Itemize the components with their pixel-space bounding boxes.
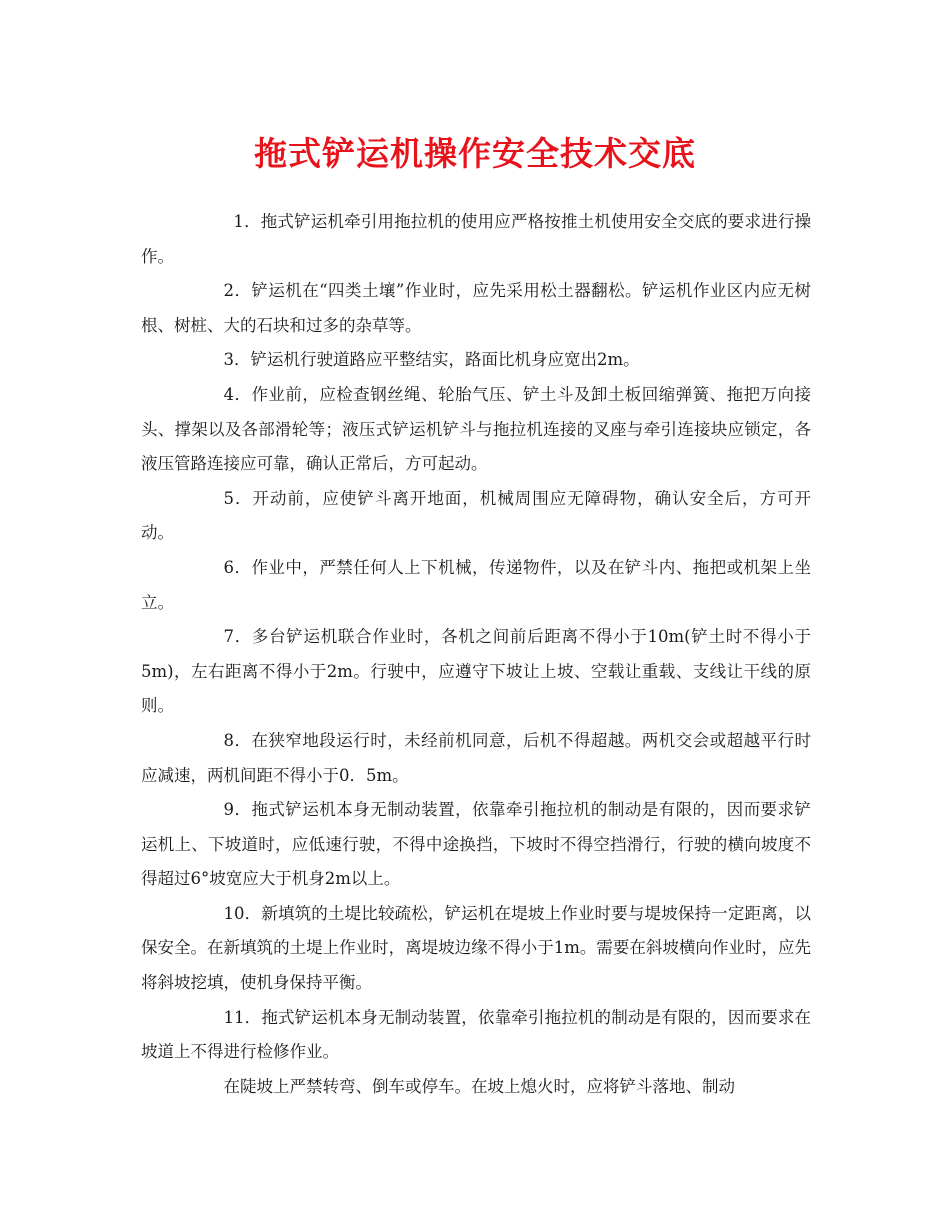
- paragraph-5: 5．开动前，应使铲斗离开地面，机械周围应无障碍物，确认安全后，方可开动。: [141, 488, 811, 543]
- paragraph-4: 4．作业前，应检查钢丝绳、轮胎气压、铲土斗及卸土板回缩弹簧、拖把万向接头、撑架以及各部滑轮等；液压式铲运机铲斗与拖拉机连接的叉座与牵引连接块应锁定，各液压管路连接应可靠，确认正常后，方可起动。: [141, 384, 811, 474]
- paragraph-10: 10．新填筑的土堤比较疏松，铲运机在堤坡上作业时要与堤坡保持一定距离，以保安全。在新填筑的土堤上作业时，离堤坡边缘不得小于1m。需要在斜坡横向作业时，应先将斜坡挖填，使机身保持平衡。: [141, 903, 811, 993]
- paragraph-3: 3．铲运机行驶道路应平整结实，路面比机身应宽出2m。: [223, 350, 640, 370]
- paragraph-1: 1．拖式铲运机牵引用拖拉机的使用应严格按推土机使用安全交底的要求进行操作。: [141, 212, 811, 266]
- paragraph-8: 8．在狭窄地段运行时，未经前机同意，后机不得超越。两机交会或超越平行时应减速，两机间距不得小于0．5m。: [141, 730, 811, 785]
- paragraph-2: 2．铲运机在“四类土壤”作业时，应先采用松土器翻松。铲运机作业区内应无树根、树桩、大的石块和过多的杂草等。: [141, 281, 811, 335]
- paragraph-11: 11．拖式铲运机本身无制动装置，依靠牵引拖拉机的制动是有限的，因而要求在坡道上不得进行检修作业。: [141, 1007, 811, 1062]
- paragraph-6: 6．作业中，严禁任何人上下机械，传递物件，以及在铲斗内、拖把或机架上坐立。: [141, 557, 811, 612]
- paragraph-9: 9．拖式铲运机本身无制动装置，依靠牵引拖拉机的制动是有限的，因而要求铲运机上、下坡道时，应低速行驶，不得中途换挡，下坡时不得空挡滑行，行驶的横向坡度不得超过6°坡宽应大于机身2m以上。: [141, 800, 811, 889]
- document-title: 拖式铲运机操作安全技术交底: [254, 134, 696, 173]
- paragraph-12: 在陡坡上严禁转弯、倒车或停车。在坡上熄火时，应将铲斗落地、制动: [223, 1076, 735, 1096]
- document-body: [141, 205, 811, 1104]
- paragraph-7: 7．多台铲运机联合作业时，各机之间前后距离不得小于10m(铲土时不得小于5m)，左右距离不得小于2m。行驶中，应遵守下坡让上坡、空载让重载、支线让干线的原则。: [141, 627, 811, 716]
